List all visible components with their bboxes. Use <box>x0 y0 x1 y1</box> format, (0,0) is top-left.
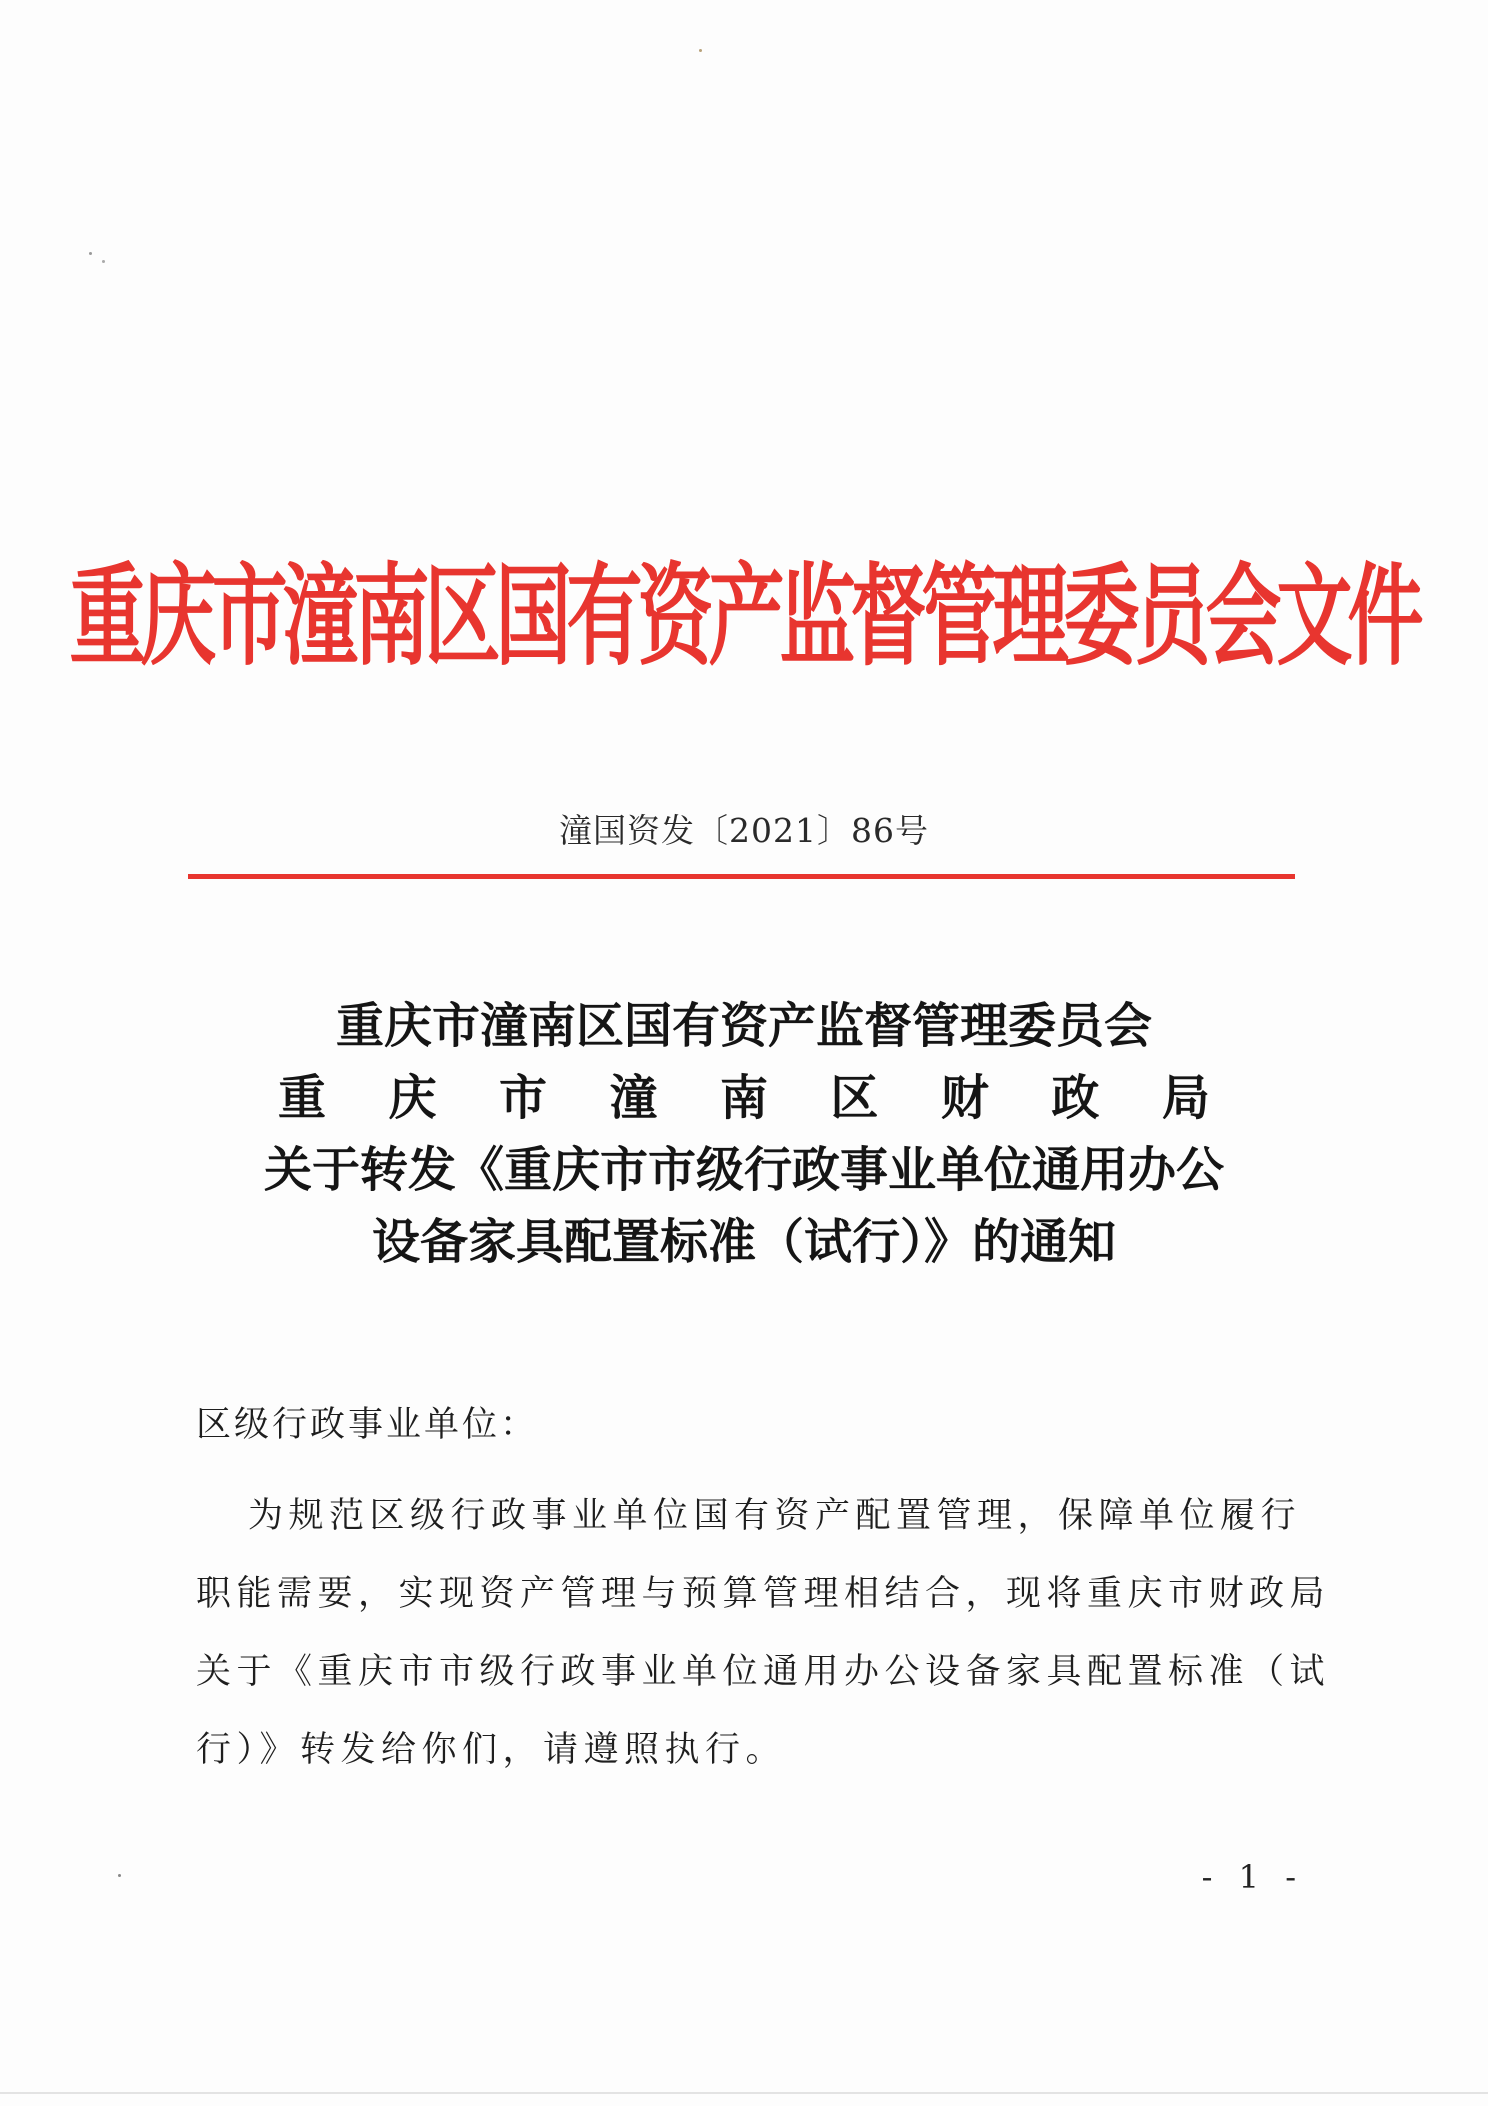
document-number: 潼国资发〔2021〕86号 <box>559 811 929 850</box>
document-body <box>196 1395 1331 1789</box>
scan-speck <box>102 260 105 263</box>
paragraph-line: 职能需要，实现资产管理与预算管理相结合，现将重庆市财政局 <box>196 1574 1331 1614</box>
title-subject-line: 关于转发《重庆市市级行政事业单位通用办公 <box>263 1142 1224 1198</box>
title-char: 政 <box>1051 1070 1100 1126</box>
title-char: 市 <box>498 1070 547 1126</box>
title-char: 区 <box>830 1070 879 1126</box>
title-char: 南 <box>719 1070 768 1126</box>
document-masthead: 重庆市潼南区国有资产监督管理委员会文件 <box>69 551 1419 681</box>
title-char: 局 <box>1161 1070 1210 1126</box>
title-char: 财 <box>940 1070 989 1126</box>
scan-speck <box>118 1874 121 1877</box>
title-char: 重 <box>278 1070 327 1126</box>
paragraph-line: 行）》转发给你们，请遵照执行。 <box>196 1730 787 1770</box>
title-char: 庆 <box>388 1070 437 1126</box>
scan-edge-line <box>0 2092 1488 2094</box>
page-number: - 1 - <box>1201 1858 1304 1896</box>
scan-speck <box>699 49 702 52</box>
recipient-line: 区级行政事业单位： <box>196 1405 539 1445</box>
body-paragraph <box>196 1477 1331 1789</box>
document-title <box>190 990 1298 1278</box>
title-issuer-line: 重庆市潼南区国有资产监督管理委员会 <box>335 998 1152 1054</box>
title-subject-line: 设备家具配置标准（试行）》的通知 <box>371 1214 1116 1270</box>
scan-speck <box>89 252 92 255</box>
title-char: 潼 <box>609 1070 658 1126</box>
red-divider-line <box>188 874 1295 879</box>
paragraph-line: 为规范区级行政事业单位国有资产配置管理，保障单位履行 <box>248 1496 1302 1536</box>
title-co-issuer-line <box>190 1062 1298 1134</box>
paragraph-line: 关于《重庆市市级行政事业单位通用办公设备家具配置标准（试 <box>196 1652 1331 1692</box>
